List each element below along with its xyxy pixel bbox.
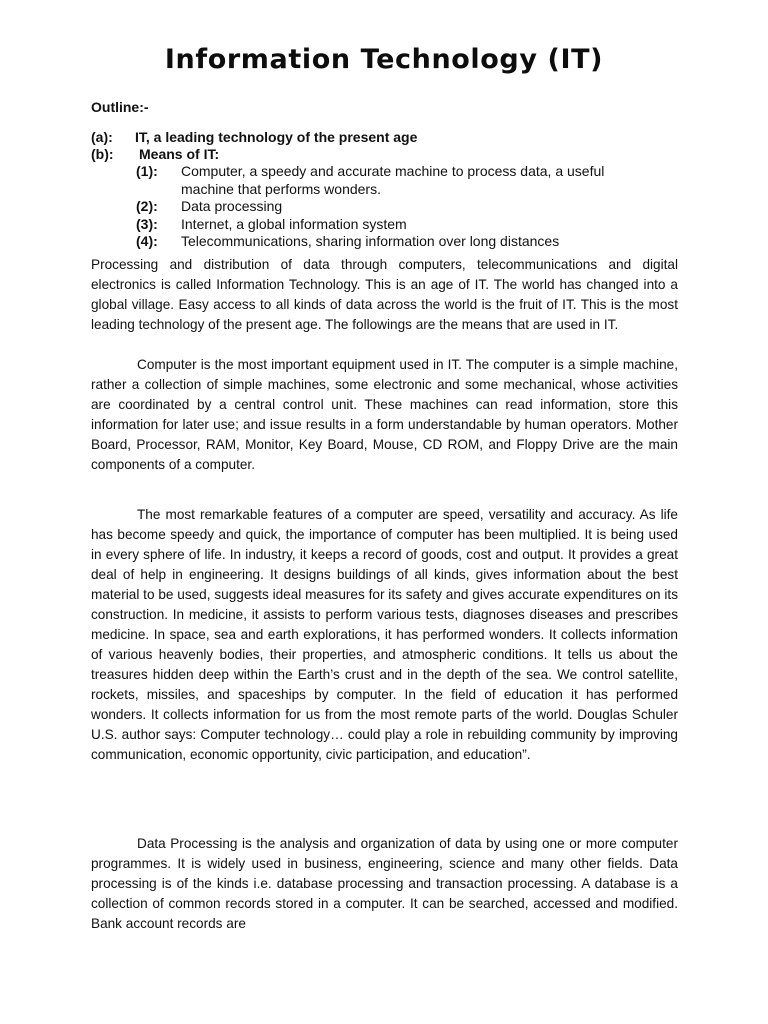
paragraph-data-processing: Data Processing is the analysis and organization of data by using one or more computer programmes. It is widely used in business, engineering, science and many other fields. Data processing is of the kinds i.e. database processing and transaction processing. A database is a collection of common records stored in a computer. It can be searched, accessed and modified. Bank account records are: [91, 836, 678, 931]
paragraph-computer: Computer is the most important equipment used in IT. The computer is a simple machine, rather a collection of simple machines, some electronic and some mechanical, whose activities are coordinated by a central control unit. These machines can read information, store this information for later use; and issue results in a form understandable by human operators. Mother Board, Processor, RAM, Monitor, Key Board, Mouse, CD ROM, and Floppy Drive are the main components of a computer.: [91, 357, 678, 472]
outline-subitem-text: Data processing: [181, 198, 283, 214]
outline-marker: (b):: [91, 146, 114, 162]
document-title: Information Technology (IT): [164, 44, 604, 75]
outline-subitem-text: Internet, a global information system: [181, 216, 407, 232]
outline-marker: (4):: [136, 233, 158, 249]
outline-subitem-text: Telecommunications, sharing information over long distances: [181, 233, 560, 249]
outline-marker: (1):: [136, 163, 158, 179]
outline-item-text: Means of IT:: [139, 146, 220, 162]
outline-marker: (3):: [136, 216, 158, 232]
outline-subitem-text-continued: machine that performs wonders.: [181, 181, 381, 197]
outline-heading: Outline:-: [91, 99, 149, 115]
outline-subitem-text: Computer, a speedy and accurate machine to process data, a useful: [181, 163, 605, 179]
outline-marker: (a):: [91, 129, 113, 145]
paragraph-intro: Processing and distribution of data through computers, telecommunications and digital electronics is called Information Technology. This is an age of IT. The world has changed into a global village. Easy access to all kinds of data across the world is the fruit of IT. This is the most leading technology of the present age. The followings are the means that are used in IT.: [91, 257, 678, 332]
outline-marker: (2):: [136, 198, 158, 214]
paragraph-features: The most remarkable features of a computer are speed, versatility and accuracy. As life has become speedy and quick, the importance of computer has been multiplied. It is being used in every sphere of life. In industry, it keeps a record of goods, cost and output. It provides a great deal of help in engineering. It designs buildings of all kinds, gives information about the best material to be used, suggests ideal measures for its safety and gives accurate expenditures on its construction. In medicine, it assists to perform various tests, diagnoses diseases and prescribes medicine. In space, sea and earth explorations, it has performed wonders. It collects information of various heavenly bodies, their properties, and atmospheric conditions. It tells us about the treasures hidden deep within the Earth’s crust and in the depth of the sea. We control satellite, rockets, missiles, and spaceships by computer. In the field of education it has performed wonders. It collects information for us from the most remote parts of the world. Douglas Schuler U.S. author says: Computer technology… could play a role in rebuilding community by improving communication, economic opportunity, civic participation, and education”.: [91, 507, 678, 762]
outline-item-text: IT, a leading technology of the present age: [135, 129, 418, 145]
